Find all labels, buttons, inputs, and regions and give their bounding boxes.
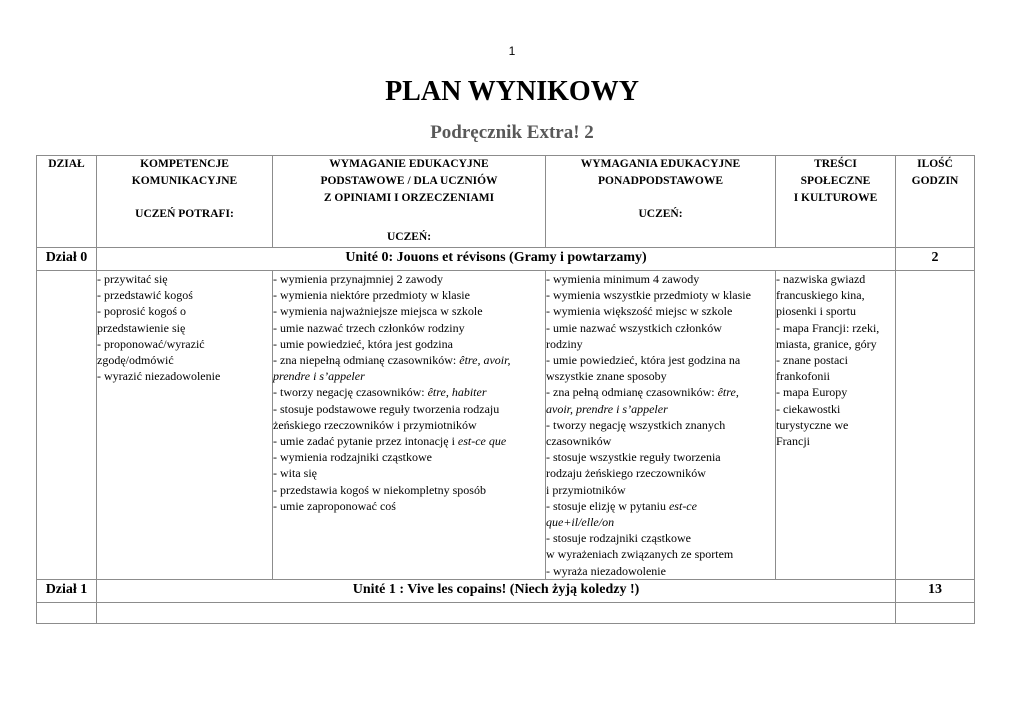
dzial-1-row: [37, 579, 975, 602]
list-item: - umie nazwać trzech członków rodziny: [273, 320, 465, 335]
list-item: przedstawienie się: [97, 320, 186, 335]
list-item: - umie nazwać wszystkich członków: [546, 320, 722, 335]
list-item: avoir, prendre i s’appeler: [546, 401, 668, 416]
list-item: rodzaju żeńskiego rzeczowników: [546, 466, 706, 481]
list-item: - wymienia rodzajniki cząstkowe: [273, 450, 432, 465]
dzial-1-unit: Unité 1 : Vive les copains! (Niech żyją koledzy !): [97, 579, 896, 602]
list-item: - wymienia przynajmniej 2 zawody: [273, 272, 443, 286]
content-empty-cell: [37, 271, 97, 580]
list-item: Francji: [776, 434, 810, 449]
list-item: prendre i s’appeler: [273, 369, 365, 384]
list-item: - zna niepełną odmianę czasowników: être, avoir,: [273, 353, 511, 368]
list-item: - wymienia minimum 4 zawody: [546, 272, 700, 286]
header-ilosc: ILOŚĆ GODZIN: [896, 156, 975, 248]
list-item: piosenki i sportu: [776, 304, 856, 319]
list-item: frankofonii: [776, 369, 830, 384]
list-item: - stosuje podstawowe reguły tworzenia rodzaju: [273, 401, 500, 416]
list-item: - wymienia najważniejsze miejsca w szkole: [273, 304, 483, 319]
page-number: 1: [508, 44, 516, 58]
list-item: i przymiotników: [546, 482, 626, 497]
list-item: - przywitać się: [97, 272, 168, 286]
page-title: PLAN WYNIKOWY: [385, 76, 639, 107]
list-item: - przedstawić kogoś: [97, 288, 193, 303]
list-item: - wymienia wszystkie przedmioty w klasie: [546, 288, 751, 303]
list-item: turystyczne we: [776, 417, 849, 432]
content-kompetencje: [97, 271, 273, 580]
list-item: - wymienia niektóre przedmioty w klasie: [273, 288, 470, 303]
dzial-0-row: [37, 248, 975, 271]
dzial-1-spacer-row: [37, 602, 975, 623]
list-item: - mapa Francji: rzeki,: [776, 320, 880, 335]
header-kompetencje: KOMPETENCJE KOMUNIKACYJNE UCZEŃ POTRAFI:: [97, 156, 273, 248]
list-item: - stosuje elizję w pytaniu est-ce: [546, 498, 697, 513]
plan-table: [36, 155, 975, 624]
list-item: - umie zaproponować coś: [273, 498, 396, 513]
list-item: - wymienia większość miejsc w szkole: [546, 304, 733, 319]
header-tresci: TREŚCI SPOŁECZNE I KULTUROWE: [776, 156, 896, 248]
content-ponadpodstawowe: [546, 271, 776, 580]
table-header-row: [37, 156, 975, 248]
list-item: - nazwiska gwiazd: [776, 272, 866, 286]
list-item: - wyrazić niezadowolenie: [97, 369, 221, 384]
header-dzial: DZIAŁ: [37, 156, 97, 248]
list-item: żeńskiego rzeczowników i przymiotników: [273, 417, 477, 432]
list-item: - mapa Europy: [776, 385, 848, 400]
dzial-1-hours: 13: [896, 579, 975, 602]
list-item: wszystkie znane sposoby: [546, 369, 667, 384]
list-item: - wyraża niezadowolenie: [546, 563, 666, 578]
dzial-1-label: Dział 1: [37, 579, 97, 602]
list-item: - umie zadać pytanie przez intonację i est-ce que: [273, 434, 507, 449]
list-item: w wyrażeniach związanych ze sportem: [546, 547, 734, 562]
list-item: - umie powiedzieć, która jest godzina: [273, 336, 453, 351]
list-item: - ciekawostki: [776, 401, 841, 416]
list-item: - stosuje rodzajniki cząstkowe: [546, 531, 691, 546]
dzial-0-unit: Unité 0: Jouons et révisons (Gramy i powtarzamy): [97, 248, 896, 271]
list-item: - wita się: [273, 466, 317, 481]
dzial-0-label: Dział 0: [37, 248, 97, 271]
list-item: - znane postaci: [776, 353, 848, 368]
list-item: francuskiego kina,: [776, 288, 865, 303]
list-item: zgodę/odmówić: [97, 353, 174, 368]
list-item: - stosuje wszystkie reguły tworzenia: [546, 450, 721, 465]
content-tresci: [776, 271, 896, 580]
list-item: - proponować/wyrazić: [97, 336, 205, 351]
list-item: - zna pełną odmianę czasowników: être,: [546, 385, 739, 400]
list-item: - umie powiedzieć, która jest godzina na: [546, 353, 741, 368]
dzial-0-hours: 2: [896, 248, 975, 271]
list-item: rodziny: [546, 336, 583, 351]
header-ponadpodstawowe: WYMAGANIA EDUKACYJNE PONADPODSTAWOWE UCZEŃ:: [546, 156, 776, 248]
spacer-cell: [896, 602, 975, 623]
content-podstawowe: [273, 271, 546, 580]
list-item: miasta, granice, góry: [776, 336, 877, 351]
content-hours-empty: [896, 271, 975, 580]
spacer-cell: [97, 602, 896, 623]
list-item: czasowników: [546, 434, 612, 449]
page-subtitle: Podręcznik Extra! 2: [430, 122, 594, 143]
list-item: - tworzy negację czasowników: être, habiter: [273, 385, 487, 400]
list-item: - poprosić kogoś o: [97, 304, 186, 319]
header-podstawowe: WYMAGANIE EDUKACYJNE PODSTAWOWE / DLA UCZNIÓW Z OPINIAMI I ORZECZENIAMI UCZEŃ:: [273, 156, 546, 248]
list-item: - tworzy negację wszystkich znanych: [546, 417, 726, 432]
list-item: - przedstawia kogoś w niekompletny sposób: [273, 482, 486, 497]
spacer-cell: [37, 602, 97, 623]
list-item: que+il/elle/on: [546, 515, 615, 530]
dzial-0-content-row: [37, 271, 975, 580]
